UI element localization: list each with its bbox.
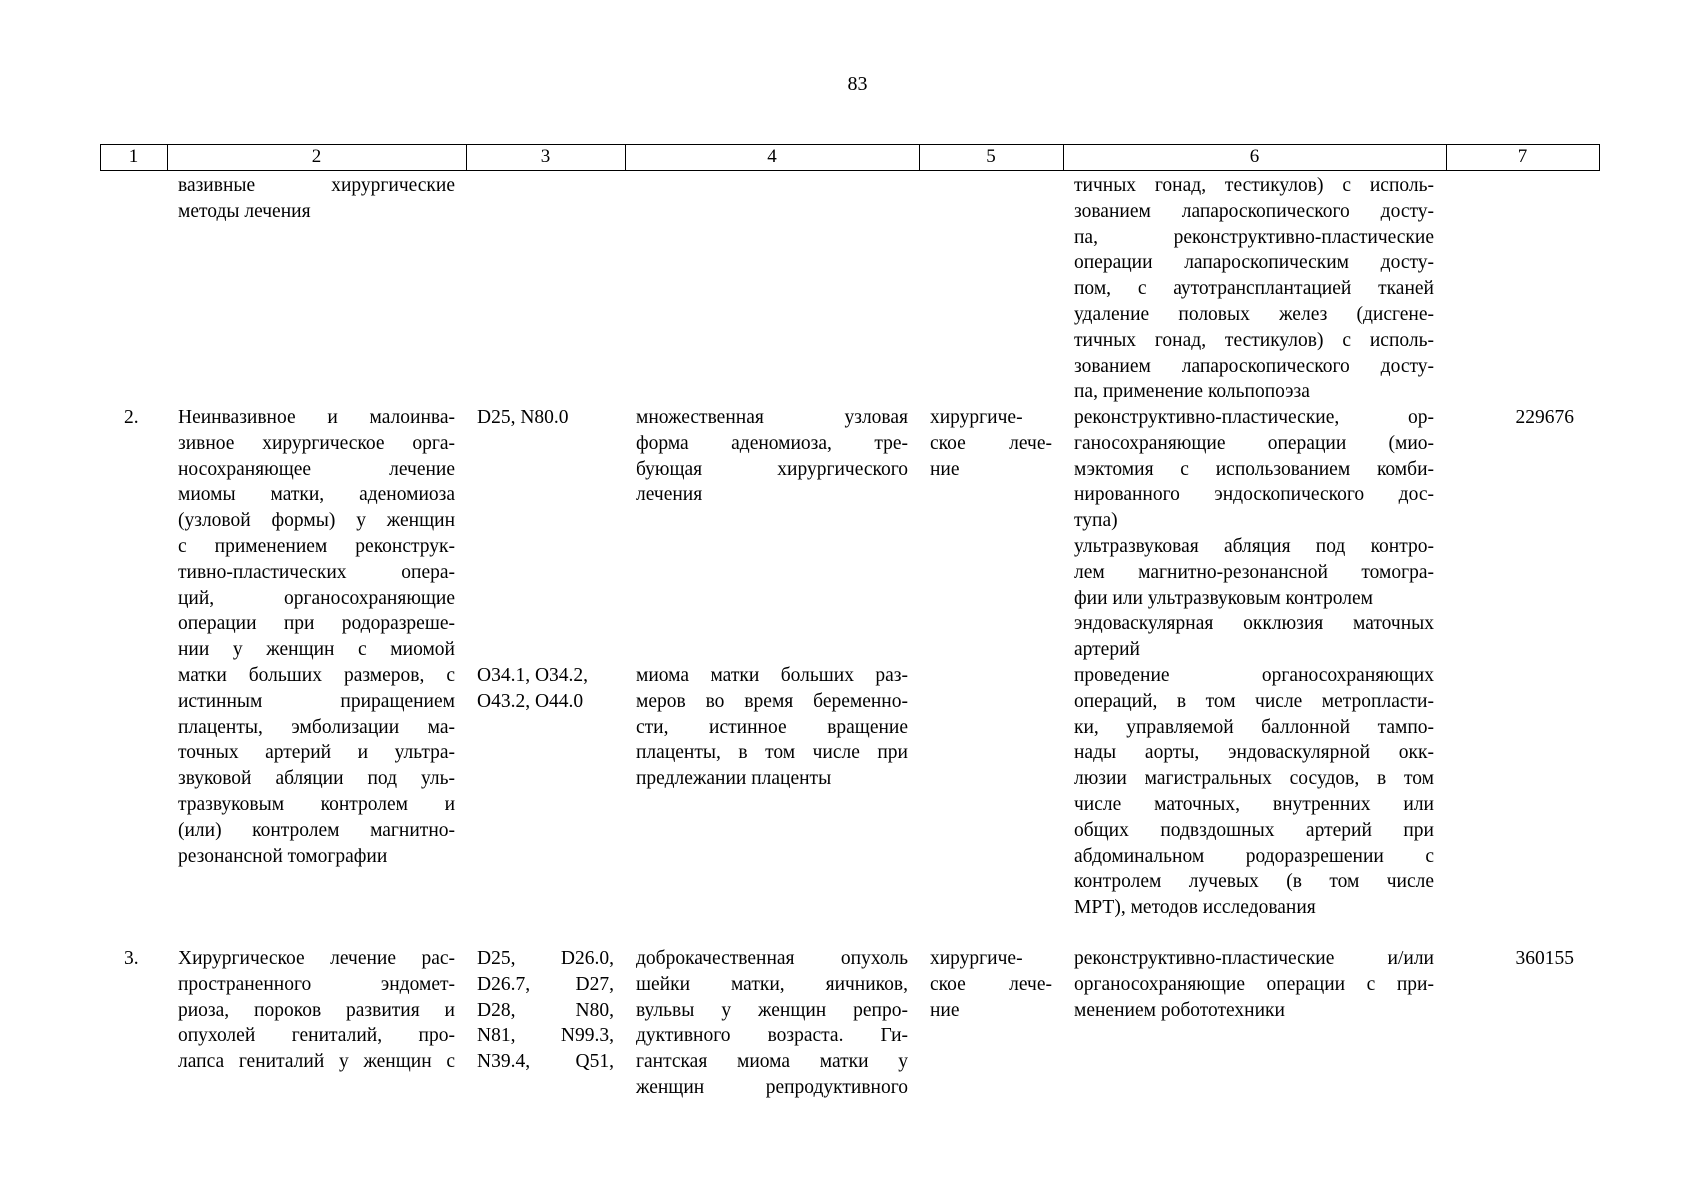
text-line: ское лече-: [930, 432, 1052, 454]
header-bottom-rule: [100, 170, 1600, 171]
text-line: хирургиче-: [930, 948, 1023, 969]
text-line: реконструктивно-пластические, ор-: [1074, 407, 1434, 428]
text-line: (или) контролем магнитно-: [178, 819, 455, 841]
text-line: меров во время беременно-: [636, 690, 908, 712]
text-line: бующая хирургического: [636, 458, 908, 480]
text-line: тивно-пластических опера-: [178, 561, 455, 583]
text-line: эндоваскулярная окклюзия маточных: [1074, 613, 1434, 635]
text-line: менением робототехники: [1074, 999, 1285, 1021]
row-2-treatment-methods-b: [1074, 663, 1434, 921]
text-line: числе маточных, внутренних или: [1074, 793, 1434, 815]
text-line: множественная узловая: [636, 407, 908, 428]
row-2-method-group: [178, 405, 455, 869]
text-line: лем магнитно-резонансной томогра-: [1074, 561, 1434, 583]
text-line: сти, истинное вращение: [636, 716, 908, 738]
text-line: предлежании плаценты: [636, 768, 832, 790]
text-line: общих подвздошных артерий при: [1074, 819, 1434, 841]
text-line: реконструктивно-пластические и/или: [1074, 948, 1434, 969]
text-line: па, реконструктивно-пластические: [1074, 226, 1434, 248]
row-2-patient-model-a: [636, 405, 908, 508]
text-line: тичных гонад, тестикулов) с исполь-: [1074, 175, 1434, 196]
text-line: ганосохраняющие операции (мио-: [1074, 432, 1434, 454]
text-line: контролем лучевых (в том числе: [1074, 871, 1434, 893]
text-line: резонансной томографии: [178, 845, 388, 867]
text-line: операции при родоразреше-: [178, 613, 455, 635]
text-line: O34.1, O34.2,: [477, 665, 589, 686]
text-line: риоза, пороков развития и: [178, 999, 455, 1021]
text-line: опухолей гениталий, про-: [178, 1025, 455, 1047]
row-3-icd-codes: [477, 946, 614, 1075]
text-line: шейки матки, яичников,: [636, 973, 908, 995]
text-line: дуктивного возраста. Ги-: [636, 1025, 908, 1047]
text-line: МРТ), методов исследования: [1074, 897, 1316, 919]
text-line: точных артерий и ультра-: [178, 742, 455, 764]
row-3-treatment-type: [930, 946, 1052, 1023]
text-line: удаление половых желез (дисгене-: [1074, 303, 1434, 325]
text-line: операции лапароскопическим досту-: [1074, 252, 1434, 274]
text-line: ций, органосохраняющие: [178, 587, 455, 609]
row-2-number: 2.: [124, 407, 139, 428]
text-line: тичных гонад, тестикулов) с исполь-: [1074, 329, 1434, 351]
text-line: лапса гениталий у женщин с: [178, 1051, 455, 1073]
text-line: миома матки больших раз-: [636, 665, 908, 686]
text-line: люзии магистральных сосудов, в том: [1074, 768, 1434, 790]
text-line: женщин репродуктивного: [636, 1076, 908, 1098]
text-line: Неинвазивное и малоинва-: [178, 407, 455, 428]
column-header-4: 4: [767, 146, 777, 167]
cont-method-group: [178, 173, 455, 225]
text-line: доброкачественная опухоль: [636, 948, 908, 969]
text-line: ское лече-: [930, 973, 1052, 995]
text-line: проведение органосохраняющих: [1074, 665, 1434, 686]
header-top-rule: [100, 144, 1600, 145]
text-line: нированного эндоскопического дос-: [1074, 484, 1434, 506]
text-line: операций, в том числе метропласти-: [1074, 690, 1434, 712]
row-2-icd-codes-b: [477, 663, 614, 715]
text-line: истинным приращением: [178, 690, 455, 712]
text-line: артерий: [1074, 639, 1140, 661]
text-line: зивное хирургическое орга-: [178, 432, 455, 454]
text-line: фии или ультразвуковым контролем: [1074, 587, 1373, 609]
text-line: методы лечения: [178, 200, 311, 222]
text-line: носохраняющее лечение: [178, 458, 455, 480]
row-3-cost: 360155: [1515, 948, 1574, 969]
text-line: абдоминальном родоразрешении с: [1074, 845, 1434, 867]
column-header-6: 6: [1249, 146, 1260, 167]
text-line: D25, N80.0: [477, 407, 569, 428]
row-2-cost: 229676: [1515, 407, 1574, 428]
row-3-patient-model: [636, 946, 908, 1101]
text-line: N81, N99.3,: [477, 1025, 614, 1047]
column-header-2: 2: [311, 146, 322, 167]
text-line: зованием лапароскопического досту-: [1074, 200, 1434, 222]
text-line: нады аорты, эндоваскулярной окк-: [1074, 742, 1434, 764]
page-number: 83: [847, 73, 868, 95]
text-line: вазивные хирургические: [178, 175, 455, 196]
text-line: нии у женщин с миомой: [178, 639, 455, 661]
text-line: тразвуковым контролем и: [178, 793, 455, 815]
column-header-7: 7: [1517, 146, 1528, 167]
row-2-icd-codes-a: [477, 405, 614, 431]
text-line: ние: [930, 458, 960, 480]
text-line: плаценты, в том числе при: [636, 742, 908, 764]
row-2-treatment-methods-a: [1074, 405, 1434, 663]
text-line: хирургиче-: [930, 407, 1023, 428]
text-line: D25, D26.0,: [477, 948, 614, 969]
column-header-1: 1: [128, 146, 139, 167]
row-2-patient-model-b: [636, 663, 908, 792]
text-line: плаценты, эмболизации ма-: [178, 716, 455, 738]
text-line: органосохраняющие операции с при-: [1074, 973, 1434, 995]
text-line: (узловой формы) у женщин: [178, 510, 455, 532]
text-line: лечения: [636, 484, 703, 506]
row-3-number: 3.: [124, 948, 139, 969]
row-3-method-group: [178, 946, 455, 1075]
text-line: гантская миома матки у: [636, 1051, 908, 1073]
text-line: вульвы у женщин репро-: [636, 999, 908, 1021]
text-line: звуковой абляции под уль-: [178, 768, 455, 790]
col-divider: [1599, 144, 1600, 170]
text-line: O43.2, O44.0: [477, 690, 584, 712]
text-line: па, применение кольпопоэза: [1074, 381, 1310, 403]
column-header-5: 5: [986, 146, 996, 167]
text-line: пом, с аутотрансплантацией тканей: [1074, 278, 1434, 300]
text-line: ки, управляемой баллонной тампо-: [1074, 716, 1434, 738]
text-line: Хирургическое лечение рас-: [178, 948, 455, 969]
text-line: пространенного эндомет-: [178, 973, 455, 995]
text-line: N39.4, Q51,: [477, 1051, 614, 1073]
column-header-3: 3: [540, 146, 551, 167]
row-3-treatment-methods: [1074, 946, 1434, 1023]
text-line: матки больших размеров, с: [178, 664, 455, 686]
text-line: форма аденомиоза, тре-: [636, 432, 908, 454]
text-line: тупа): [1074, 510, 1118, 532]
text-line: миомы матки, аденомиоза: [178, 484, 455, 506]
text-line: D28, N80,: [477, 999, 614, 1021]
text-line: D26.7, D27,: [477, 973, 614, 995]
text-line: ние: [930, 999, 960, 1021]
cont-treatment-methods: [1074, 173, 1434, 405]
text-line: мэктомия с использованием комби-: [1074, 458, 1434, 480]
text-line: ультразвуковая абляция под контро-: [1074, 535, 1434, 557]
row-2-treatment-type: [930, 405, 1052, 482]
text-line: с применением реконструк-: [178, 535, 455, 557]
text-line: зованием лапароскопического досту-: [1074, 355, 1434, 377]
